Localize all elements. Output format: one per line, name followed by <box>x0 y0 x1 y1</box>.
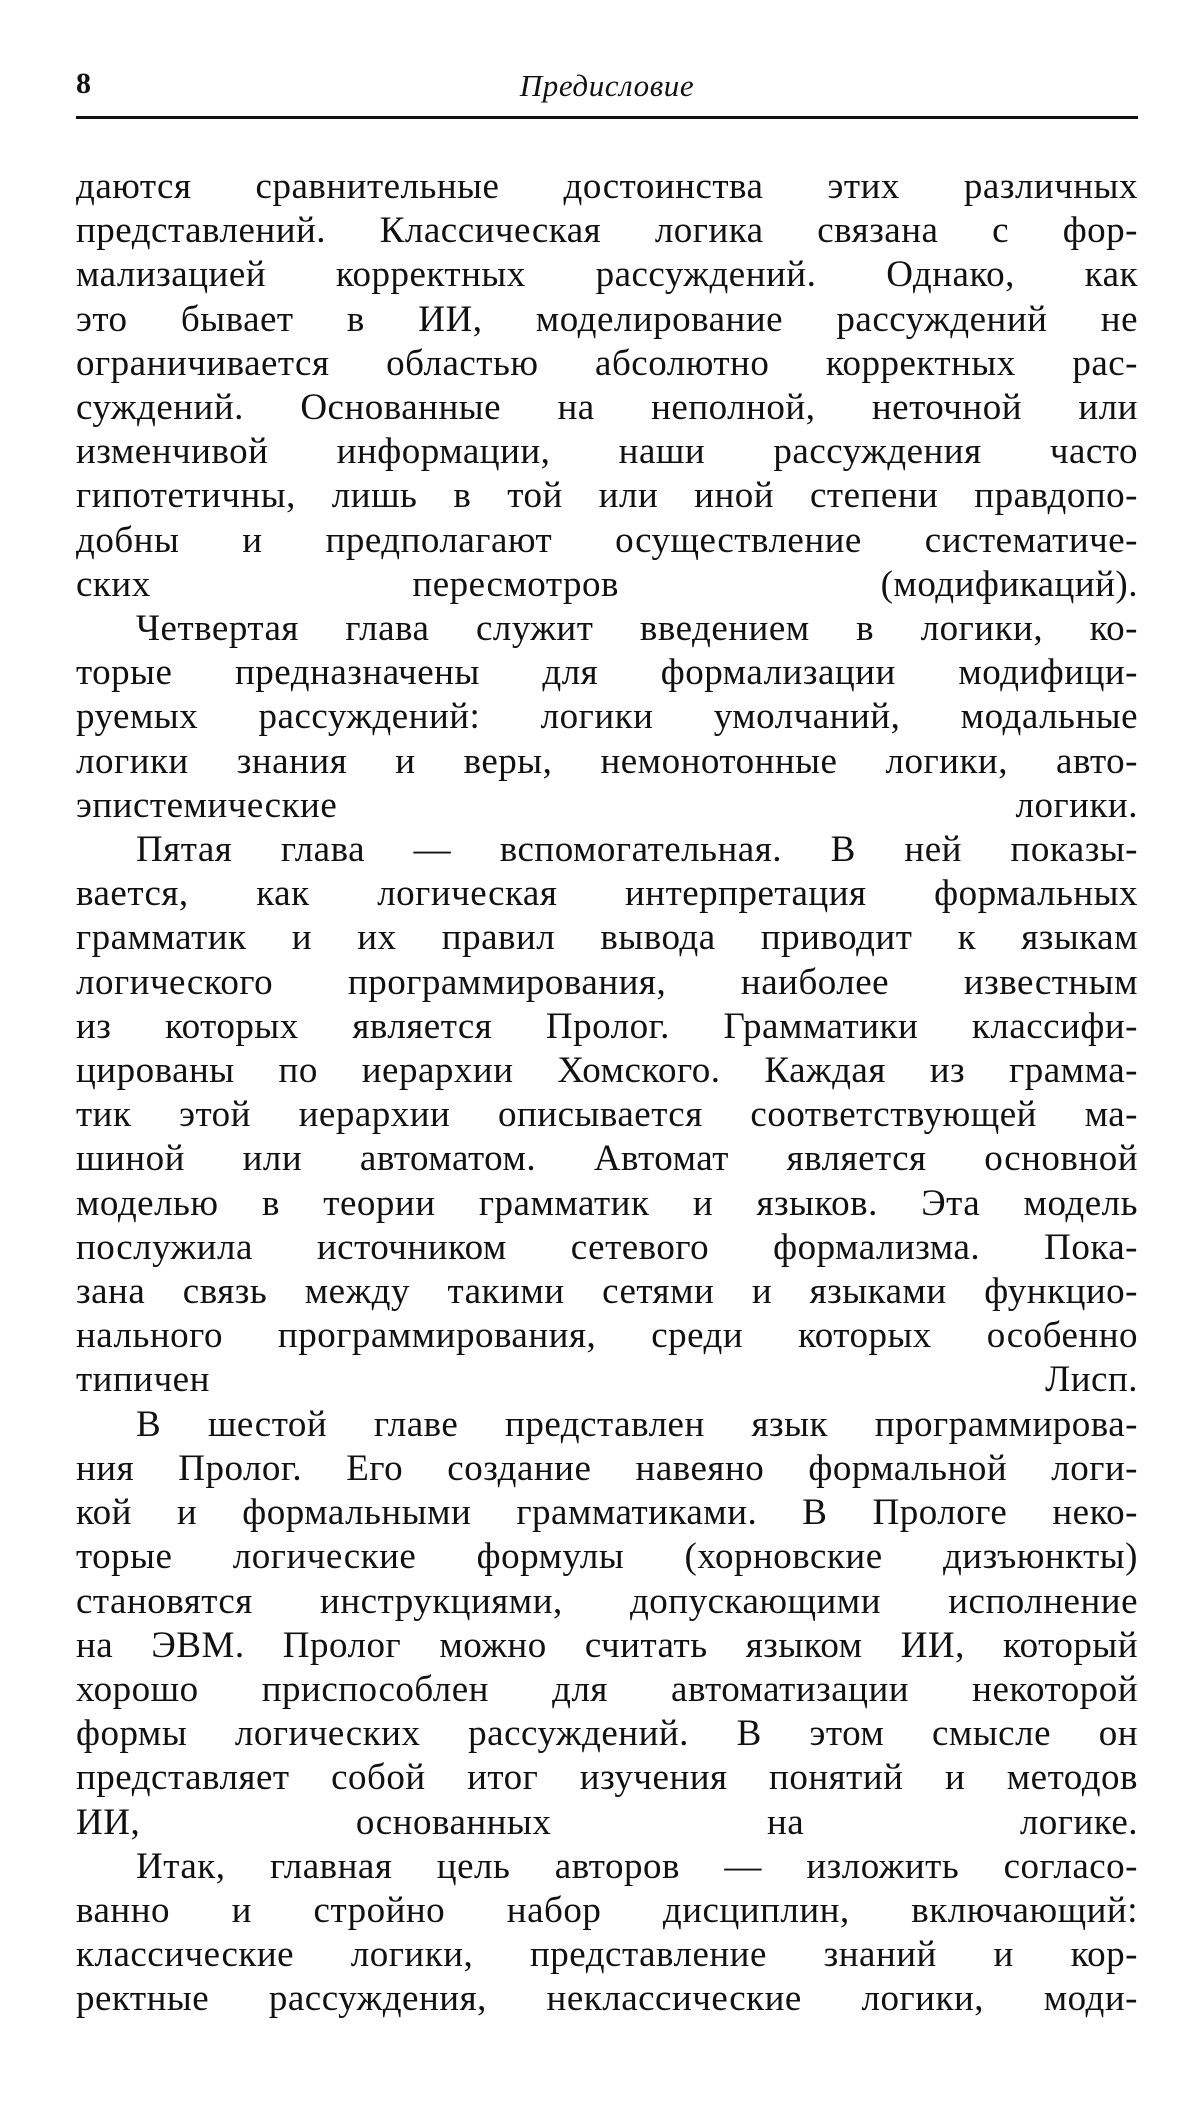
text-line: Итак, главная цель авторов — изложить согласо- <box>136 1845 1138 1887</box>
paragraph-5 <box>76 1845 1138 2022</box>
text-line: руемых рассуждений: логики умолчаний, модальные <box>76 696 1138 738</box>
text-line: цированы по иерархии Хомского. Каждая из грамма- <box>76 1050 1138 1092</box>
text-line: торые логические формулы (хорновские дизъюнкты) <box>76 1536 1138 1578</box>
text-line: кой и формальными грамматиками. В Прологе неко- <box>76 1492 1138 1534</box>
paragraph-2 <box>76 607 1138 828</box>
text-line: Пятая глава — вспомогательная. В ней показы- <box>136 829 1138 871</box>
text-line: даются сравнительные достоинства этих различных <box>76 166 1138 207</box>
text-line: В шестой главе представлен язык программирова- <box>136 1403 1138 1445</box>
body-text <box>76 165 1138 2022</box>
text-line: ских пересмотров (модификаций). <box>76 563 1138 605</box>
paragraph-3 <box>76 828 1138 1403</box>
text-line: грамматик и их правил вывода приводит к языкам <box>76 917 1138 959</box>
text-line: торые предназначены для формализации модифици- <box>76 652 1138 694</box>
text-line: представлений. Классическая логика связана с фор- <box>76 210 1138 252</box>
text-line: логики знания и веры, немонотонные логики, авто- <box>76 740 1138 782</box>
text-line: ректные рассуждения, неклассические логики, моди- <box>76 1978 1138 2020</box>
text-line: на ЭВМ. Пролог можно считать языком ИИ, который <box>76 1624 1138 1666</box>
text-line: гипотетичны, лишь в той или иной степени правдопо- <box>76 475 1138 517</box>
text-line: это бывает в ИИ, моделирование рассуждений не <box>76 298 1138 340</box>
text-line: нального программирования, среди которых особенно <box>76 1315 1138 1357</box>
text-line: мализацией корректных рассуждений. Однако, как <box>76 254 1138 296</box>
page-number: 8 <box>76 67 91 100</box>
text-line: ванно и стройно набор дисциплин, включающий: <box>76 1889 1138 1931</box>
paragraph-4 <box>76 1403 1138 1845</box>
text-line: суждений. Основанные на неполной, неточной или <box>76 387 1138 429</box>
paragraph-1 <box>76 165 1138 607</box>
text-line: ограничивается областью абсолютно корректных рас- <box>76 342 1138 384</box>
text-line: хорошо приспособлен для автоматизации некоторой <box>76 1668 1138 1710</box>
text-line: тик этой иерархии описывается соответствующей ма- <box>76 1094 1138 1136</box>
text-line: ния Пролог. Его создание навеяно формальной логи- <box>76 1447 1138 1489</box>
text-line: ИИ, основанных на логике. <box>76 1801 1138 1843</box>
page-header <box>76 62 1138 120</box>
text-line: Четвертая глава служит введением в логики, ко- <box>136 608 1138 650</box>
text-line: классические логики, представление знаний и кор- <box>76 1934 1138 1976</box>
text-line: зана связь между такими сетями и языками функцио- <box>76 1271 1138 1313</box>
header-rule <box>76 116 1138 119</box>
text-line: представляет собой итог изучения понятий и методов <box>76 1757 1138 1799</box>
text-line: из которых является Пролог. Грамматики классифи- <box>76 1005 1138 1047</box>
text-line: типичен Лисп. <box>76 1359 1138 1401</box>
text-line: формы логических рассуждений. В этом смысле он <box>76 1713 1138 1755</box>
text-line: вается, как логическая интерпретация формальных <box>76 873 1138 915</box>
text-line: изменчивой информации, наши рассуждения часто <box>76 431 1138 473</box>
text-line: эпистемические логики. <box>76 784 1138 826</box>
text-line: моделью в теории грамматик и языков. Эта модель <box>76 1182 1138 1224</box>
text-line: логического программирования, наиболее известным <box>76 961 1138 1003</box>
text-line: добны и предполагают осуществление систематиче- <box>76 519 1138 561</box>
text-line: шиной или автоматом. Автомат является основной <box>76 1138 1138 1180</box>
text-line: послужила источником сетевого формализма. Пока- <box>76 1226 1138 1268</box>
running-title: Предисловие <box>519 68 695 103</box>
text-line: становятся инструкциями, допускающими исполнение <box>76 1580 1138 1622</box>
